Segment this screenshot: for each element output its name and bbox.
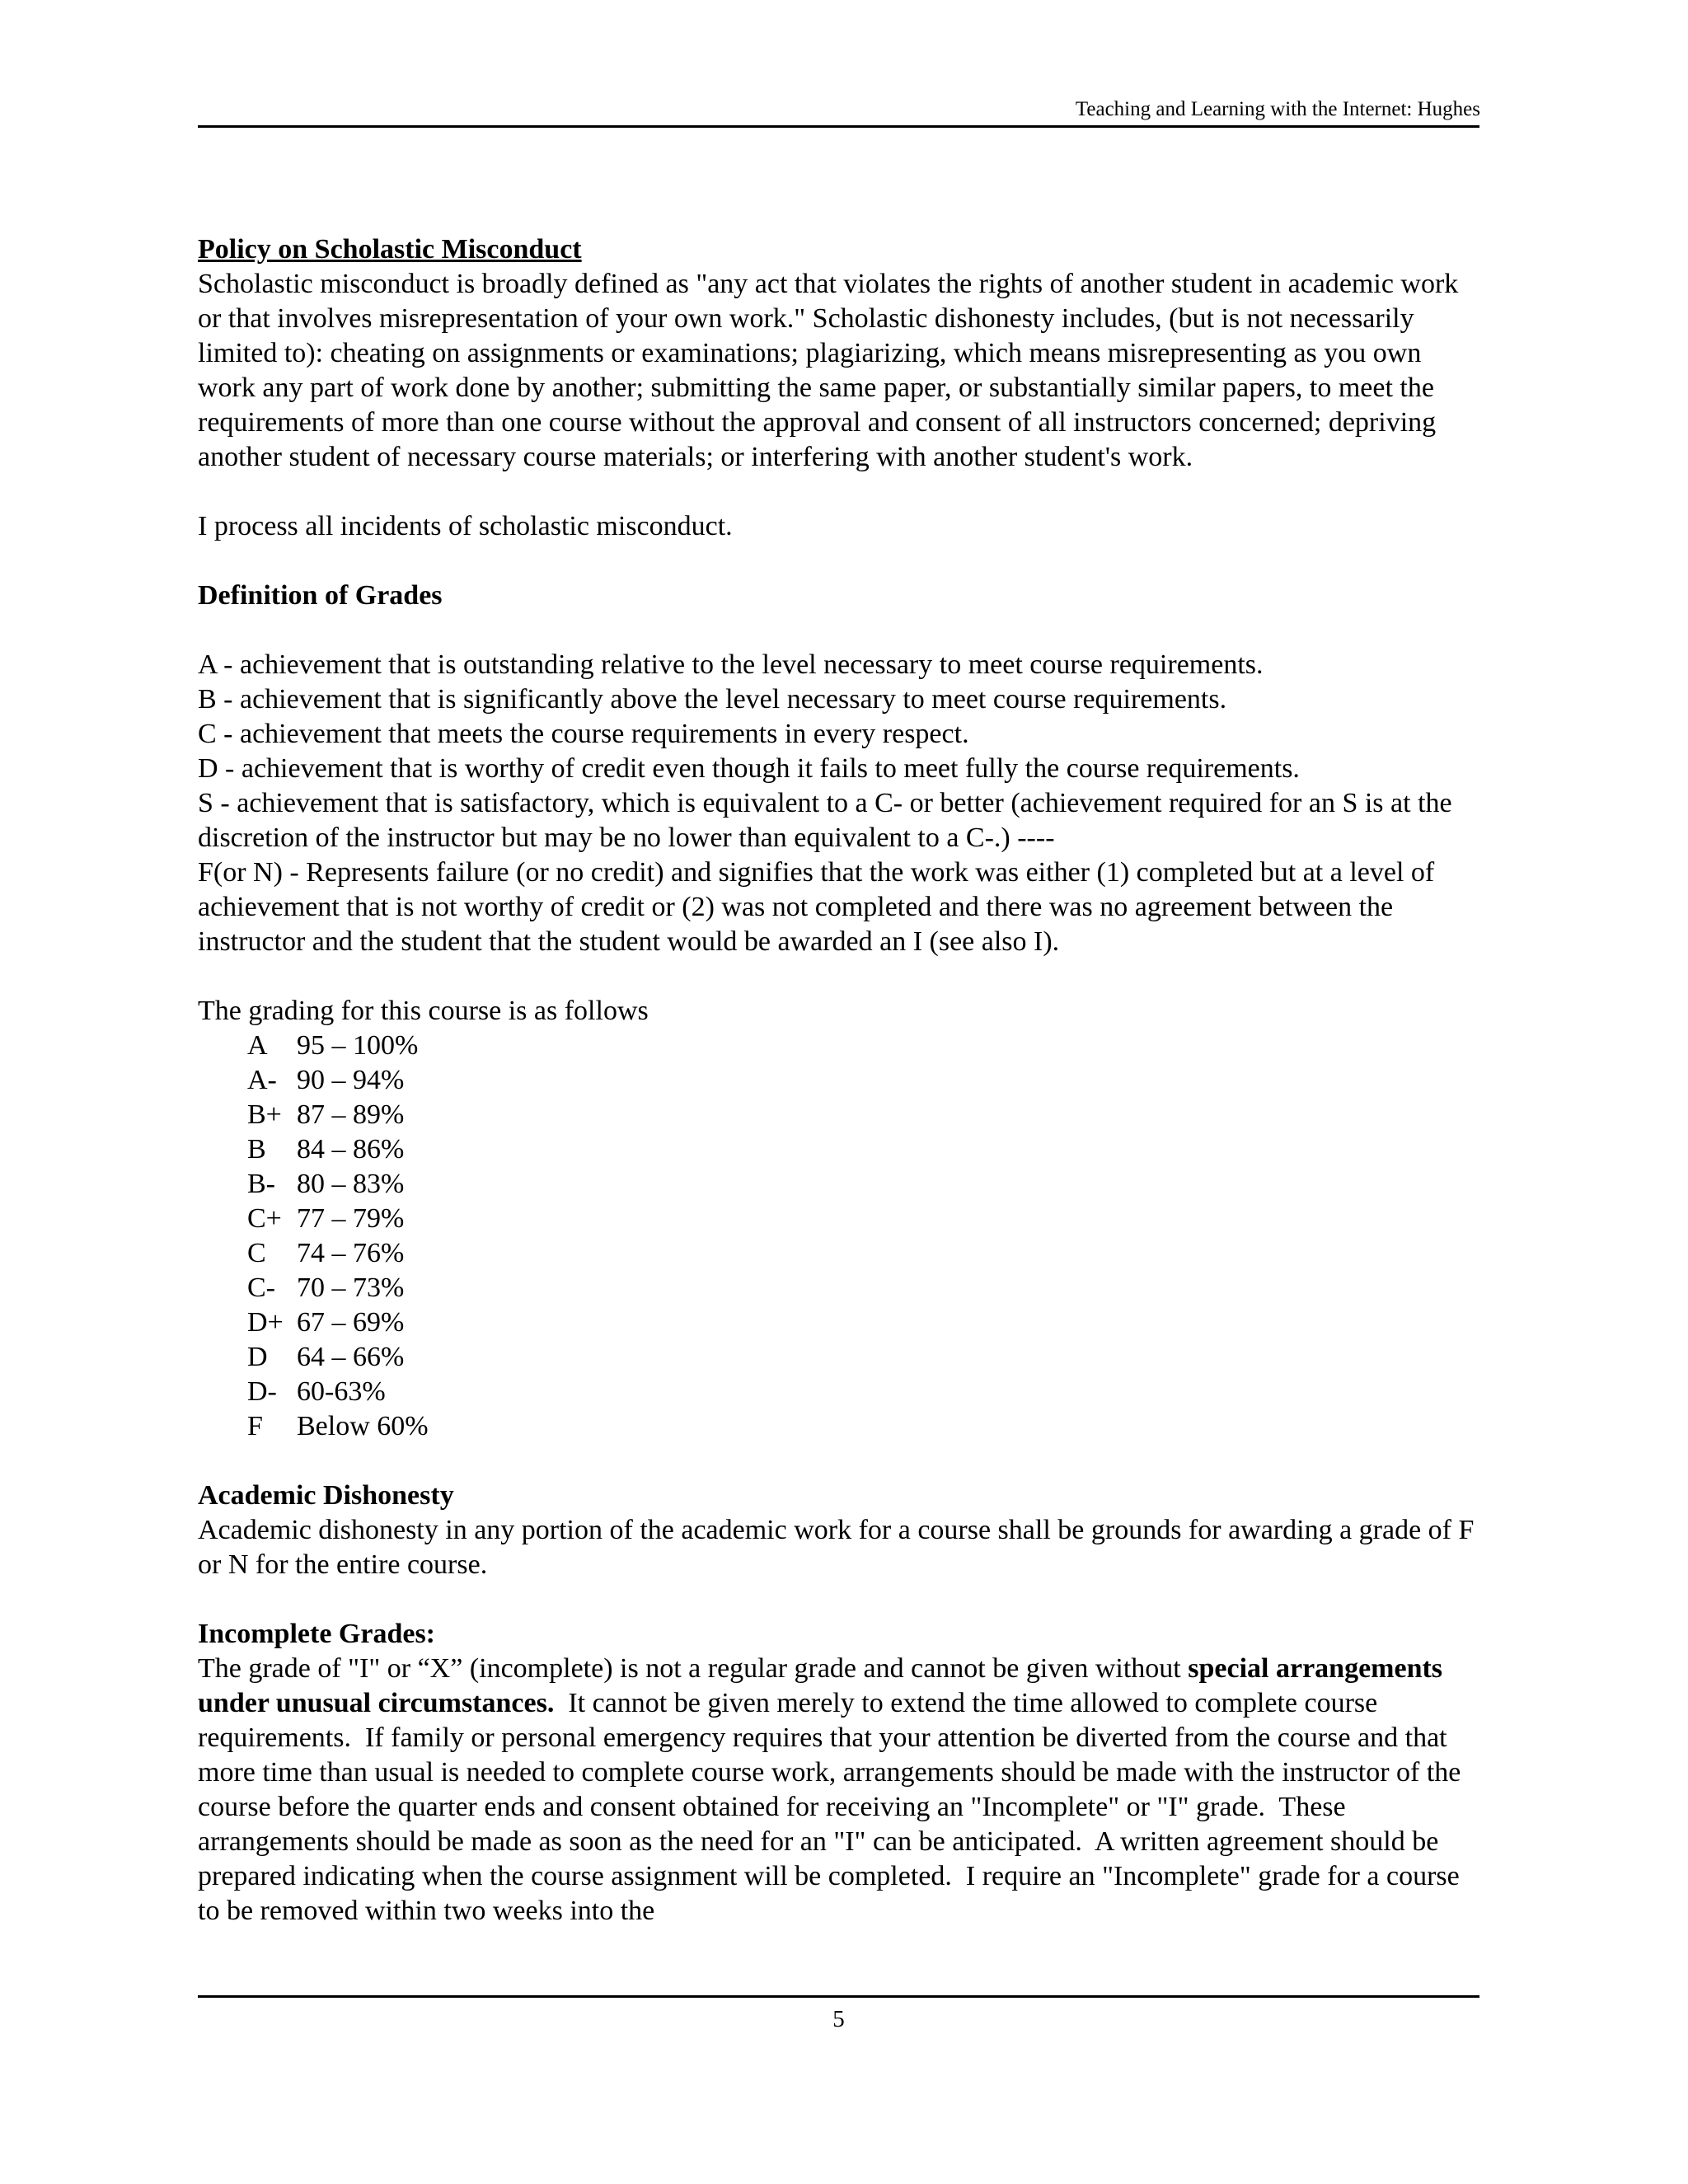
grade-range: 95 – 100% <box>297 1030 419 1061</box>
incomplete-body-emphasis: special arrangements under unusual circumstances. <box>198 1653 1443 1718</box>
grading-scale-table <box>247 1029 429 1444</box>
spacer <box>198 959 1484 994</box>
grade-letter: D- <box>247 1376 277 1407</box>
incomplete-body-start: The grade of "I" or “X” (incomplete) is not a regular grade and cannot be given without <box>198 1653 1189 1684</box>
grade-definition-b: B - achievement that is significantly above the level necessary to meet course requirements. <box>198 684 1227 715</box>
grade-letter: F <box>247 1411 263 1441</box>
table-row <box>247 1063 429 1098</box>
incomplete-grades-body <box>198 1652 1484 1929</box>
grade-definition-s: S - achievement that is satisfactory, which is equivalent to a C- or better (achievement required for an S is at the discretion of the instructor but may be no lower than equivalent to a C-.) ---- <box>198 788 1452 853</box>
grade-range: 77 – 79% <box>297 1203 405 1234</box>
grade-letter: B <box>247 1134 266 1165</box>
misconduct-heading: Policy on Scholastic Misconduct <box>198 234 582 265</box>
grade-definition-a: A - achievement that is outstanding relative to the level necessary to meet course requirements. <box>198 649 1264 680</box>
table-row <box>247 1409 429 1444</box>
academic-dishonesty-heading: Academic Dishonesty <box>198 1480 454 1511</box>
footer-rule <box>198 1995 1479 1998</box>
header-rule <box>198 125 1479 128</box>
misconduct-body: Scholastic misconduct is broadly defined as "any act that violates the rights of another student in academic work or that involves misrepresentation of your own work." Scholastic dishonesty includes, (but is not necessarily limited to): cheating on assignments or examinations; plagiarizing, which means misrepresenting as you own work any part of work done by another; submitting the same paper, or substantially similar papers, to meet the requirements of more than one course without the approval and consent of all instructors concerned; depriving another student of necessary course materials; or interfering with another student's work. <box>198 269 1459 472</box>
table-row <box>247 1132 429 1167</box>
spacer <box>198 544 1484 579</box>
grade-letter: C+ <box>247 1203 282 1234</box>
misconduct-process-statement: I process all incidents of scholastic misconduct. <box>198 511 733 541</box>
grades-definition-heading: Definition of Grades <box>198 580 443 611</box>
grade-range: 67 – 69% <box>297 1307 405 1338</box>
grade-letter: D <box>247 1342 268 1372</box>
grade-letter: B+ <box>247 1099 282 1130</box>
table-row <box>247 1202 429 1236</box>
grade-definition-d: D - achievement that is worthy of credit even though it fails to meet fully the course requirements. <box>198 753 1300 784</box>
grade-letter: A <box>247 1030 268 1061</box>
grading-scale-intro: The grading for this course is as follows <box>198 996 649 1026</box>
grade-range: 80 – 83% <box>297 1169 405 1199</box>
table-row <box>247 1375 429 1409</box>
grade-range: 60-63% <box>297 1376 386 1407</box>
running-header: Teaching and Learning with the Internet: Hughes <box>1075 98 1480 120</box>
grade-definition-c: C - achievement that meets the course requirements in every respect. <box>198 719 969 749</box>
grade-range: 90 – 94% <box>297 1065 405 1095</box>
spacer <box>198 1444 1484 1479</box>
grade-letter: C- <box>247 1272 275 1303</box>
table-row <box>247 1271 429 1305</box>
incomplete-grades-heading: Incomplete Grades: <box>198 1619 436 1649</box>
spacer <box>198 1582 1484 1617</box>
grade-range: 84 – 86% <box>297 1134 405 1165</box>
grade-range: 74 – 76% <box>297 1238 405 1268</box>
page-content <box>198 232 1484 1929</box>
grade-range: 87 – 89% <box>297 1099 405 1130</box>
grade-range: 64 – 66% <box>297 1342 405 1372</box>
table-row <box>247 1029 429 1063</box>
table-row <box>247 1167 429 1202</box>
spacer <box>198 475 1484 509</box>
table-row <box>247 1098 429 1132</box>
grade-letter: A- <box>247 1065 277 1095</box>
grade-letter: C <box>247 1238 266 1268</box>
table-row <box>247 1236 429 1271</box>
academic-dishonesty-body: Academic dishonesty in any portion of the academic work for a course shall be grounds for awarding a grade of F or N for the entire course. <box>198 1515 1475 1580</box>
incomplete-body-rest: It cannot be given merely to extend the time allowed to complete course requirements. If family or personal emergency requires that your attention be diverted from the course and that more time than usual is needed to complete course work, arrangements should be made with the instructor of the course before the quarter ends and consent obtained for receiving an "Incomplete" or "I" grade. These arrangements should be made as soon as the need for an "I" can be anticipated. A written agreement should be prepared indicating when the course assignment will be completed. I require an "Incomplete" grade for a course to be removed within two weeks into the <box>198 1688 1468 1926</box>
spacer <box>198 613 1484 648</box>
grade-definition-f: F(or N) - Represents failure (or no credit) and signifies that the work was either (1) completed but at a level of achievement that is not worthy of credit or (2) was not completed and there was no agreement between the instructor and the student that the student would be awarded an I (see also I). <box>198 857 1435 957</box>
grade-range: Below 60% <box>297 1411 429 1441</box>
table-row <box>247 1305 429 1340</box>
table-row <box>247 1340 429 1375</box>
page-number: 5 <box>832 2006 845 2032</box>
grade-letter: D+ <box>247 1307 284 1338</box>
grade-letter: B- <box>247 1169 275 1199</box>
grade-range: 70 – 73% <box>297 1272 405 1303</box>
